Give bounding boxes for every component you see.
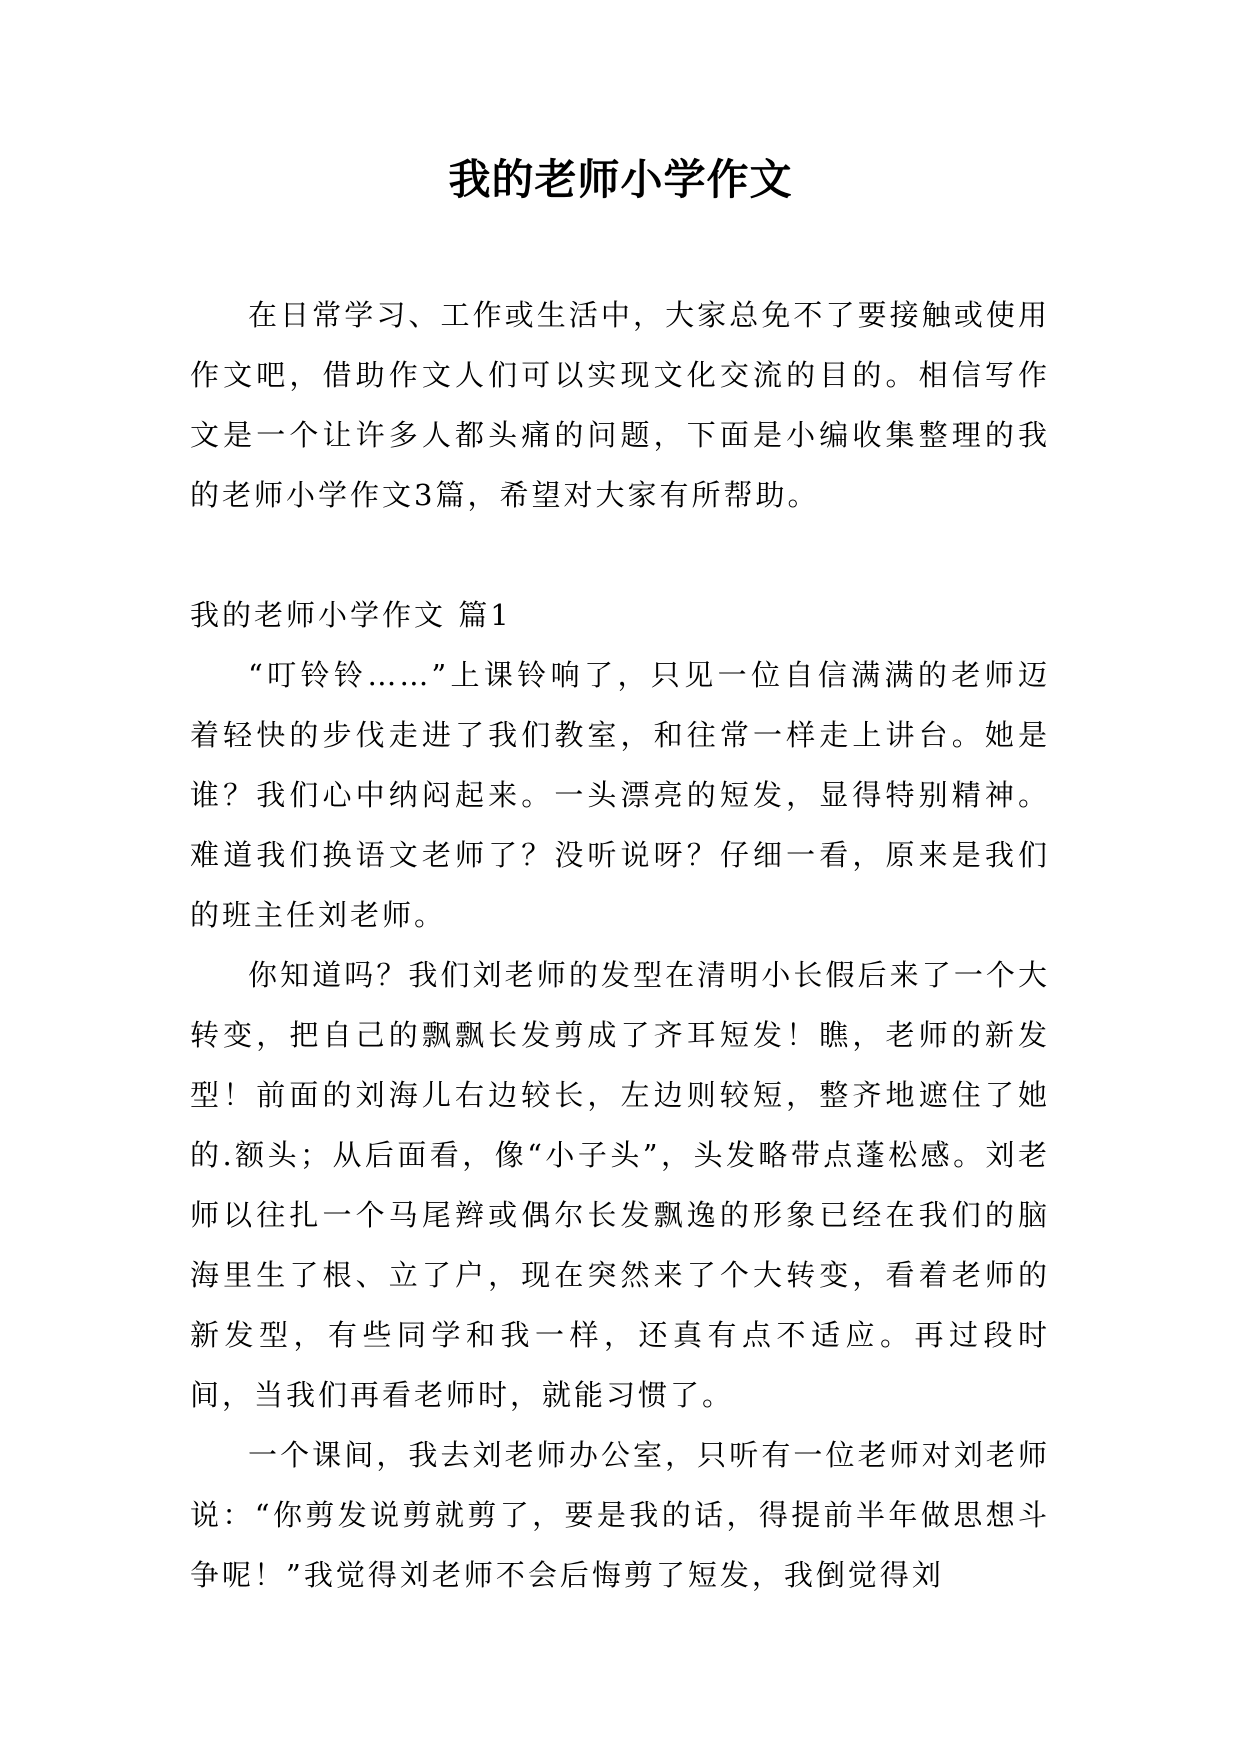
body-paragraph-2: 你知道吗？我们刘老师的发型在清明小长假后来了一个大转变，把自己的飘飘长发剪成了齐耳短发！瞧，老师的新发型！前面的刘海儿右边较长，左边则较短，整齐地遮住了她的.额头；从后面看，像“小子头”，头发略带点蓬松感。刘老师以往扎一个马尾辫或偶尔长发飘逸的形象已经在我们的脑海里生了根、立了户，现在突然来了个大转变，看着老师的新发型，有些同学和我一样，还真有点不适应。再过段时间，当我们再看老师时，就能习惯了。 — [190, 958, 1050, 1412]
body-paragraph-1: “叮铃铃……”上课铃响了，只见一位自信满满的老师迈着轻快的步伐走进了我们教室，和往常一样走上讲台。她是谁？我们心中纳闷起来。一头漂亮的短发，显得特别精神。难道我们换语文老师了？没听说呀？仔细一看，原来是我们的班主任刘老师。 — [190, 658, 1050, 932]
body-paragraph-3: 一个课间，我去刘老师办公室，只听有一位老师对刘老师说：“你剪发说剪就剪了，要是我的话，得提前半年做思想斗争呢！”我觉得刘老师不会后悔剪了短发，我倒觉得刘 — [190, 1438, 1050, 1592]
section-heading: 我的老师小学作文 篇1 — [190, 598, 512, 632]
intro-paragraph: 在日常学习、工作或生活中，大家总免不了要接触或使用作文吧，借助作文人们可以实现文化交流的目的。相信写作文是一个让许多人都头痛的问题，下面是小编收集整理的我的老师小学作文3篇，希望对大家有所帮助。 — [190, 298, 1050, 512]
document-body — [190, 285, 1050, 1605]
page-title: 我的老师小学作文 — [448, 155, 793, 204]
